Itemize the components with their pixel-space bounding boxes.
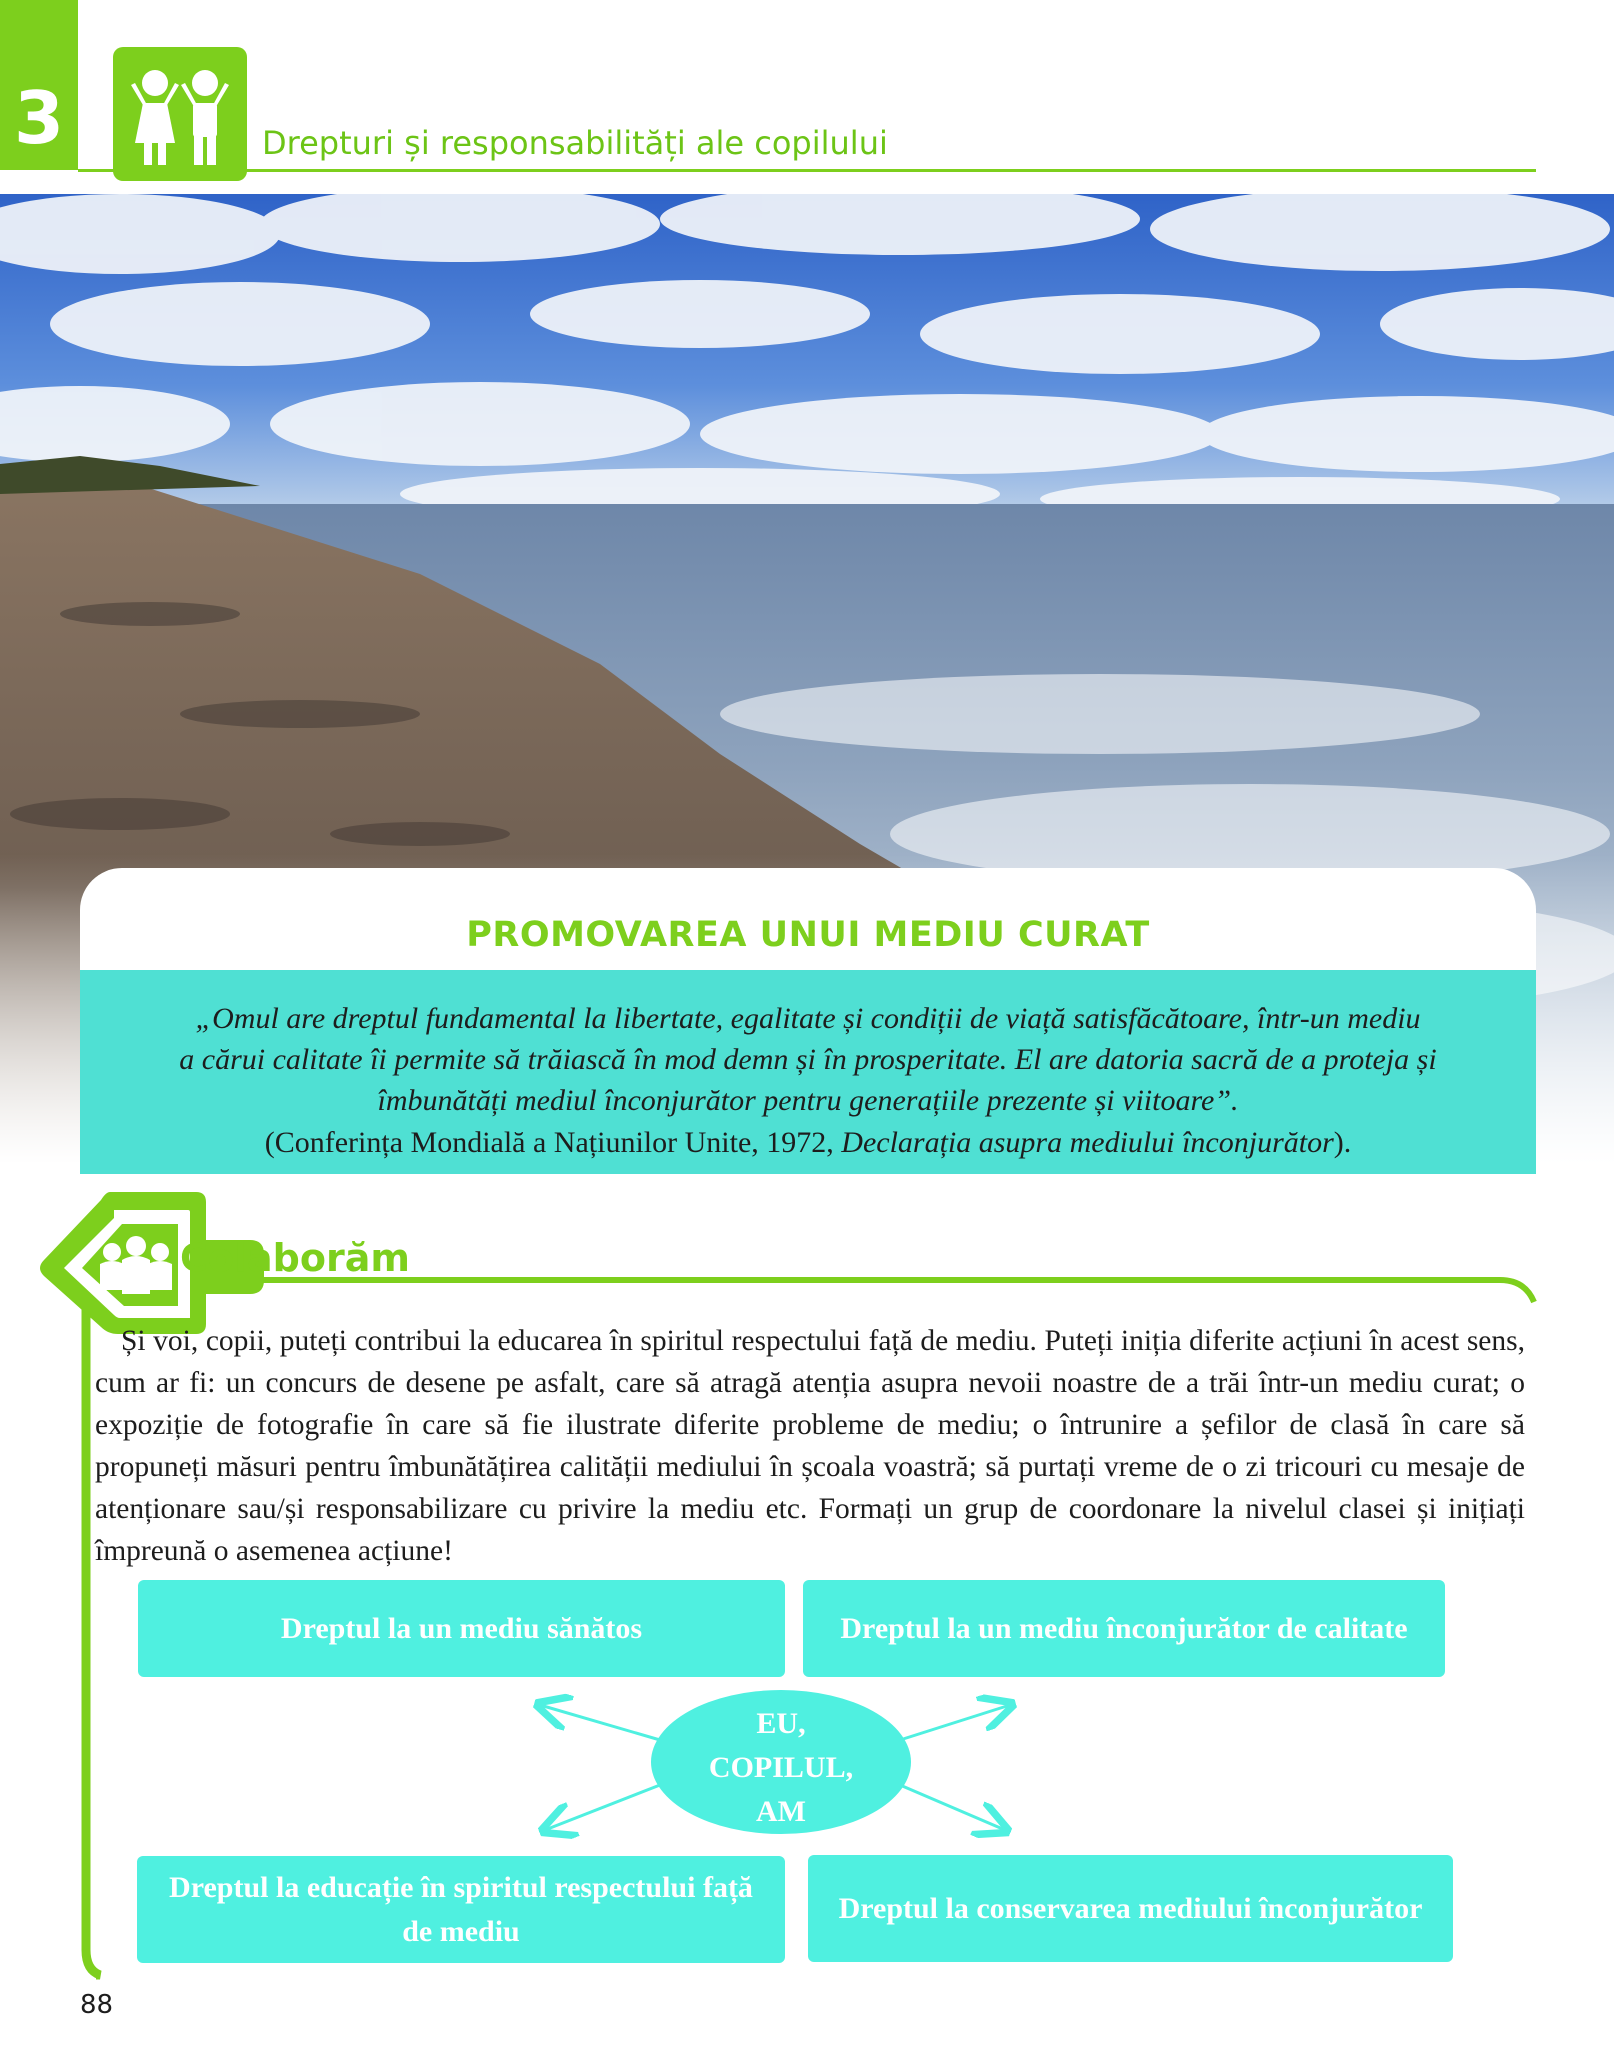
source-title: Declarația asupra mediului înconjurător — [841, 1126, 1334, 1159]
arrow-to-box-3 — [545, 1785, 660, 1830]
arrow-to-box-4 — [900, 1785, 1005, 1830]
page-number: 88 — [80, 1990, 114, 2020]
right-box-environmental-education: Dreptul la educație în spiritul respectului față de mediu — [137, 1856, 785, 1963]
quote-line: „Omul are dreptul fundamental la libertate, egalitate și condiții de viață satisfăcătoare, într-un mediu — [195, 1002, 1421, 1035]
right-box-healthy-environment: Dreptul la un mediu sănătos — [138, 1580, 785, 1677]
section-title: PROMOVAREA UNUI MEDIU CURAT — [466, 915, 1150, 955]
right-box-environment-conservation: Dreptul la conservarea mediului înconjurător — [808, 1855, 1453, 1962]
collab-label: Colaborăm — [180, 1236, 410, 1280]
center-label-line: EU, — [756, 1707, 806, 1740]
source-prefix: (Conferința Mondială a Națiunilor Unite, 1972, — [264, 1126, 842, 1159]
source-suffix: ). — [1333, 1126, 1352, 1159]
arrow-to-box-1 — [540, 1705, 660, 1740]
center-label-line: AM — [756, 1795, 806, 1828]
quote-line: îmbunătăți mediul înconjurător pentru generațiile prezente și viitoare”. — [377, 1084, 1239, 1117]
collab-paragraph-text: Și voi, copii, puteți contribui la educarea în spiritul respectului față de mediu. Puteți iniția diferite acțiuni în acest sens, cum ar fi: un concurs de desene pe asfalt, care să atragă atenția asupra nevoii noastre de a trăi într-un mediu curat; o expoziție de fotografie în care să fie ilustrate diferite probleme de mediu; o întrunire a șefilor de clasă în care să propuneți măsuri pentru îmbunătățirea calității mediului în școala voastră; să purtați vreme de o zi tricouri cu mesaje de atenționare sau/și responsabilizare cu privire la mediu etc. Formați un grup de coordonare la nivelul clasei și inițiați împreună o asemenea acțiune! — [95, 1325, 1525, 1567]
arrow-to-box-2 — [900, 1705, 1010, 1740]
right-box-quality-environment: Dreptul la un mediu înconjurător de calitate — [803, 1580, 1445, 1677]
chapter-title: Drepturi și responsabilități ale copilului — [262, 124, 888, 162]
center-label-line: COPILUL, — [708, 1751, 854, 1784]
quote-line: a cărui calitate îi permite să trăiască în mod demn și în prosperitate. El are datoria sacră de a proteja și — [179, 1043, 1437, 1076]
center-label — [652, 1702, 910, 1834]
chapter-number: 3 — [13, 76, 65, 160]
